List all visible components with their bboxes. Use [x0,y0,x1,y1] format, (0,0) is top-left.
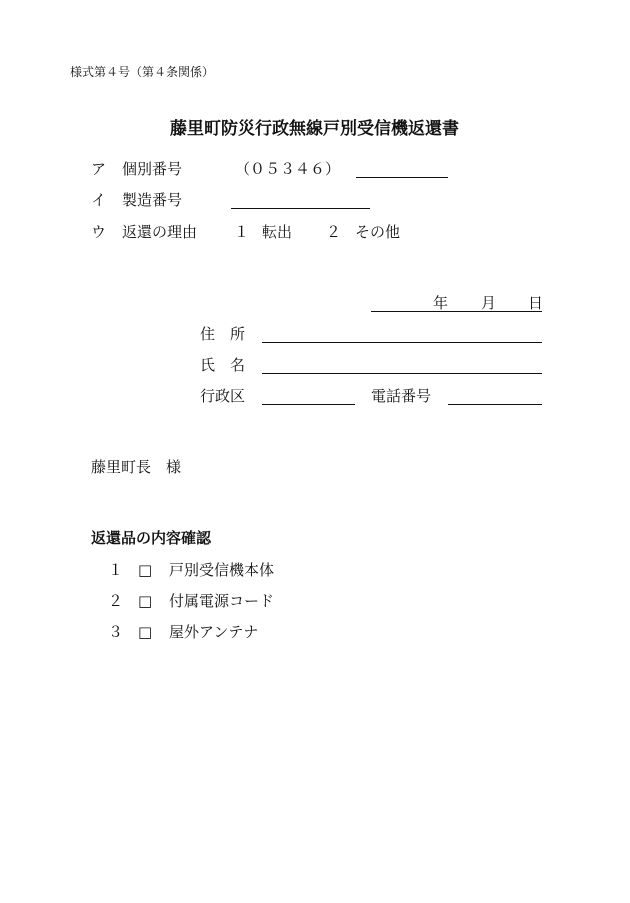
item-i-label: 製造番号 [122,191,183,209]
name-field[interactable] [262,373,542,374]
confirmation-heading: 返還品の内容確認 [91,529,212,547]
reason-option-1-text[interactable]: 転出 [262,223,293,241]
item-u-label: 返還の理由 [122,223,198,241]
district-label: 行政区 [200,387,246,405]
item-i-marker: イ [91,191,107,209]
confirmation-item-number: ２ [108,592,124,610]
confirmation-item-text: 屋外アンテナ [169,623,259,641]
date-month-label: 月 [481,294,497,312]
confirmation-item-text: 戸別受信機本体 [169,561,275,579]
phone-field[interactable] [448,404,542,405]
date-underline[interactable] [371,311,542,312]
confirmation-item-number: １ [108,561,124,579]
individual-number-blank[interactable] [356,177,448,178]
item-a-label: 個別番号 [122,160,183,178]
checkbox-icon[interactable]: □ [138,592,153,610]
name-label: 氏 名 [200,356,246,374]
phone-label: 電話番号 [371,387,432,405]
serial-number-blank[interactable] [231,208,370,209]
confirmation-item-text: 付属電源コード [169,592,275,610]
reason-option-2-number[interactable]: ２ [326,223,342,241]
document-title: 藤里町防災行政無線戸別受信機返還書 [170,119,459,139]
confirmation-item-number: ３ [108,623,124,641]
item-u-marker: ウ [91,223,107,241]
date-year-label: 年 [433,294,449,312]
reason-option-1-number[interactable]: １ [234,223,250,241]
addressee: 藤里町長 様 [91,458,182,476]
date-day-label: 日 [528,294,544,312]
reason-option-2-text[interactable]: その他 [355,223,401,241]
address-field[interactable] [262,342,542,343]
checkbox-icon[interactable]: □ [138,561,153,579]
checkbox-icon[interactable]: □ [138,623,153,641]
address-label: 住 所 [200,325,246,343]
individual-number-value: （０５３４６） [235,160,341,178]
item-a-marker: ア [91,160,107,178]
form-number: 様式第４号（第４条関係） [70,65,215,79]
district-field[interactable] [262,404,355,405]
